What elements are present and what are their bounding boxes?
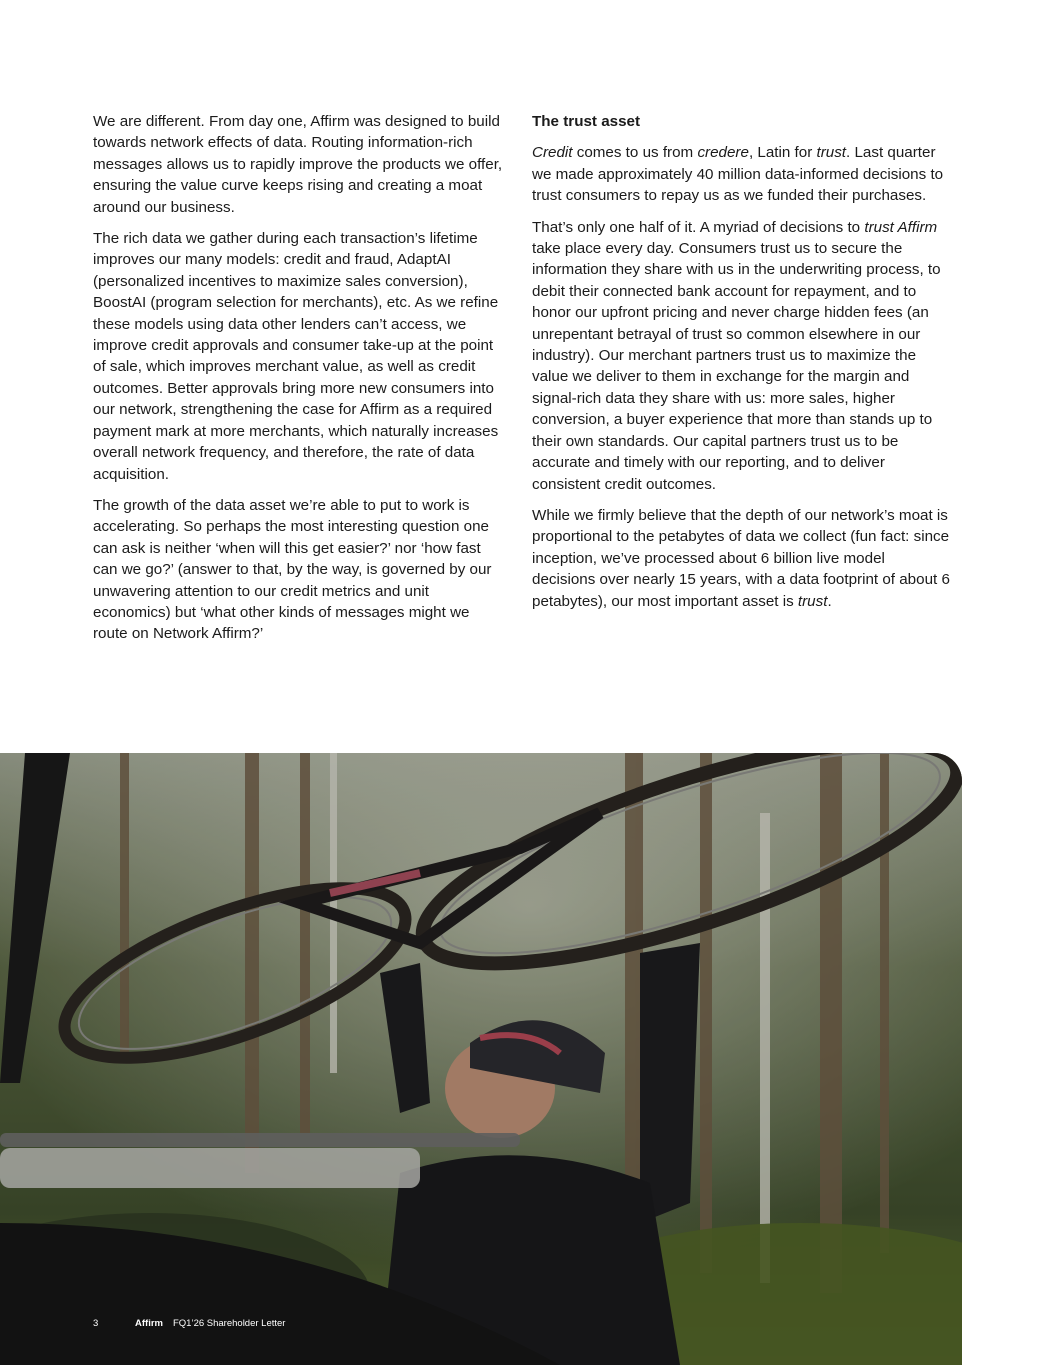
italic-credit: Credit <box>532 144 573 162</box>
italic-trust-affirm: trust Affirm <box>864 218 938 236</box>
text-run: . <box>827 592 832 610</box>
cyclist-forest-photo <box>0 753 962 1365</box>
right-text-column <box>532 111 952 622</box>
italic-trust: trust <box>797 592 828 610</box>
text-run: While we firmly believe that the depth of our network’s moat is proportional to the petabytes of data we collect (fun fact: since inception, we’ve processed about 6 billion live model decisions over nearly 15 years, with a data footprint of about 6 petabytes), our most important asset is <box>532 506 950 610</box>
page-footer <box>93 1317 285 1331</box>
left-paragraph-2: The rich data we gather during each transaction’s lifetime improves our many models: credit and fraud, AdaptAI (personalized incentives to maximize sales conversion), BoostAI (program selection for merchants), etc. As we refine these models using data other lenders can’t access, we improve credit approvals and consumer take-up at the point of sale, which improves merchant value, as well as credit outcomes. Better approvals bring more new consumers into our network, strengthening the case for Affirm as a required payment mark at more merchants, which naturally increases overall network frequency, and therefore, the rate of data acquisition. <box>93 230 499 483</box>
text-run: , Latin for <box>748 144 817 162</box>
brand-name: Affirm <box>135 1318 163 1329</box>
right-paragraph-3 <box>532 505 952 612</box>
text-run: That’s only one half of it. A myriad of decisions to <box>532 218 865 236</box>
photo-illustration <box>0 753 962 1365</box>
left-paragraph-3: The growth of the data asset we’re able to put to work is accelerating. So perhaps the most interesting question one can ask is neither ‘when will this get easier?’ nor ‘how fast can we go?’ (answer to that, by the way, is governed by our unwavering attention to our credit metrics and unit economics) but ‘what other kinds of messages might we route on Network Affirm?’ <box>93 496 492 643</box>
page-number: 3 <box>93 1318 99 1329</box>
document-title: FQ1’26 Shareholder Letter <box>172 1318 286 1329</box>
left-paragraph-1: We are different. From day one, Affirm was designed to build towards network effects of data. Routing information-rich messages allows us to rapidly improve the products we offer, ensuring the value curve keeps rising and creating a moat around our business. <box>93 113 503 216</box>
text-run: take place every day. Consumers trust us to secure the information they share with us in the underwriting process, to debit their connected bank account for repayment, and to honor our upfront pricing and never charge hidden fees (an unrepentant betrayal of trust so common elsewhere in our industry). Our merchant partners trust us to maximize the value we deliver to them in exchange for the margin and signal-rich data they share with us: more sales, higher conversion, a buyer experience that more than stands up to their own standards. Our capital partners trust us to be accurate and timely with our reporting, and to deliver consistent credit outcomes. <box>532 240 941 493</box>
section-heading: The trust asset <box>532 113 641 130</box>
italic-credere: credere <box>697 144 749 162</box>
left-text-column <box>93 111 505 655</box>
text-run: . Last quarter we made approximately 40 million data-informed decisions to trust consumers to repay us as we funded their purchases. <box>532 144 944 205</box>
right-paragraph-1 <box>532 142 952 206</box>
text-run: comes to us from <box>572 144 698 162</box>
right-paragraph-2 <box>532 217 952 495</box>
italic-trust: trust <box>816 144 847 162</box>
